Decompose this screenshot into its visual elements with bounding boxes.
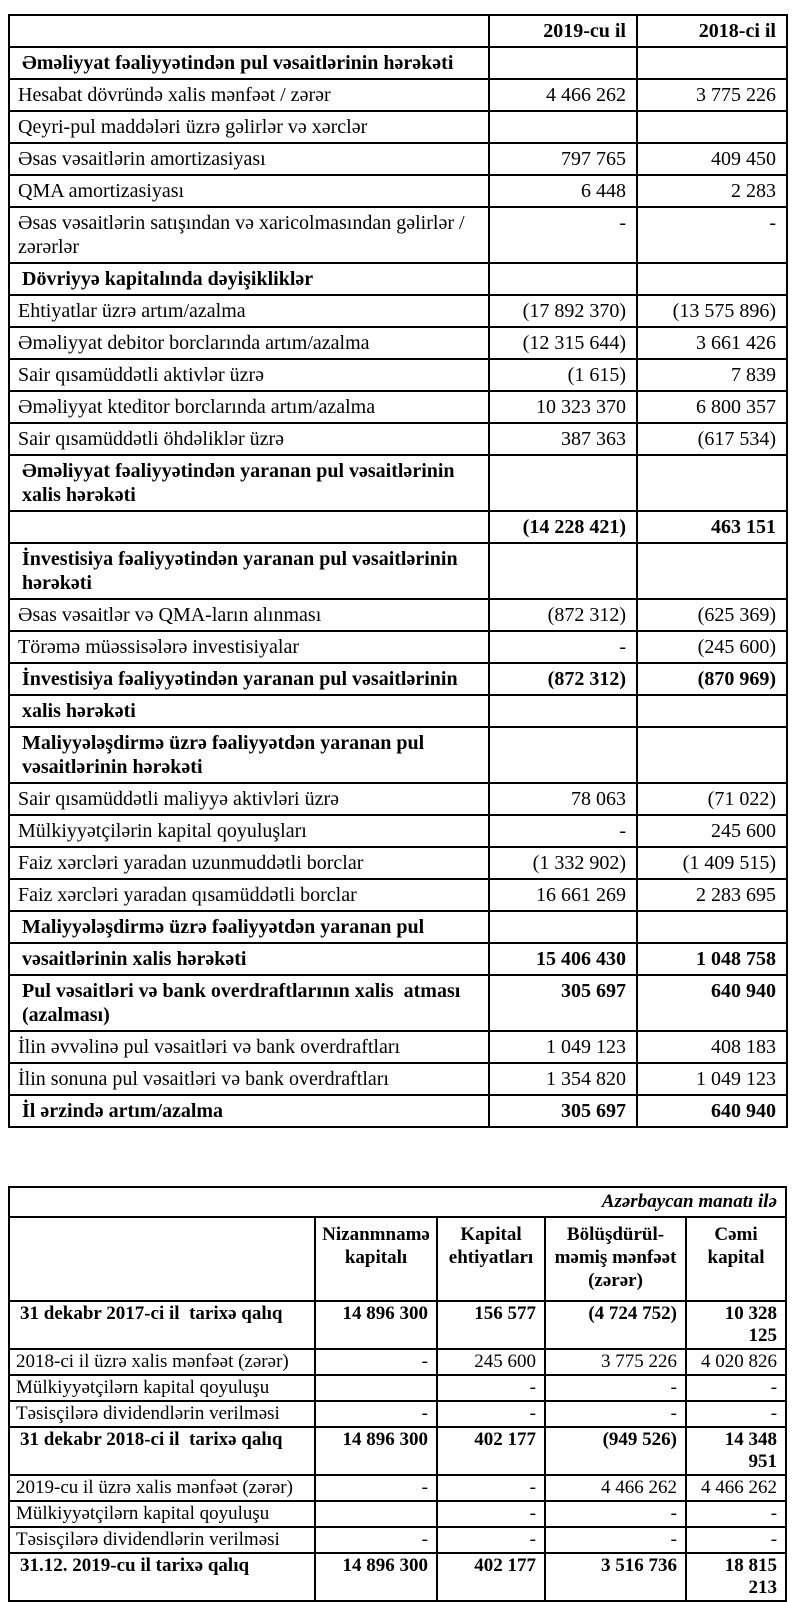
row-value: 3 516 736 xyxy=(545,1553,686,1601)
row-label: 31 dekabr 2017-ci il tarixə qalıq xyxy=(9,1301,315,1349)
row-value: 4 466 262 xyxy=(686,1475,786,1501)
table-row xyxy=(9,975,787,1031)
row-value: 4 020 826 xyxy=(686,1349,786,1375)
row-value: (617 534) xyxy=(637,423,787,455)
row-value: - xyxy=(686,1501,786,1527)
table-row xyxy=(9,175,787,207)
row-label: Sair qısamüddətli aktivlər üzrə xyxy=(9,359,489,391)
row-label: Mülkiyyətçilərin kapital qoyuluşları xyxy=(9,815,489,847)
currency-note: Azərbaycan manatı ilə xyxy=(9,1187,786,1217)
row-value: 2 283 695 xyxy=(637,879,787,911)
row-value: 14 896 300 xyxy=(315,1553,437,1601)
row-label: Maliyyələşdirmə üzrə fəaliyyətdən yaranan pul xyxy=(9,911,489,943)
row-value: (1 409 515) xyxy=(637,847,787,879)
table-row xyxy=(9,815,787,847)
row-label: İlin əvvəlinə pul vəsaitləri və bank overdraftları xyxy=(9,1031,489,1063)
row-label: Hesabat dövründə xalis mənfəət / zərər xyxy=(9,79,489,111)
row-label: Əməliyyat kteditor borclarında artım/azalma xyxy=(9,391,489,423)
row-value: - xyxy=(437,1527,545,1553)
row-value xyxy=(489,543,637,599)
row-label: Əməliyyat debitor borclarında artım/azalma xyxy=(9,327,489,359)
row-value xyxy=(637,263,787,295)
row-value: 463 151 xyxy=(637,511,787,543)
row-value: 1 049 123 xyxy=(489,1031,637,1063)
table-row xyxy=(9,1501,786,1527)
row-value: (14 228 421) xyxy=(489,511,637,543)
row-label: 31.12. 2019-cu il tarixə qalıq xyxy=(9,1553,315,1601)
row-label: Qeyri-pul maddələri üzrə gəlirlər və xərclər xyxy=(9,111,489,143)
row-value: (12 315 644) xyxy=(489,327,637,359)
table-row xyxy=(9,1349,786,1375)
row-value: (17 892 370) xyxy=(489,295,637,327)
table-row xyxy=(9,631,787,663)
row-value: 409 450 xyxy=(637,143,787,175)
row-value: 305 697 xyxy=(489,1095,637,1127)
table-row xyxy=(9,391,787,423)
row-label: xalis hərəkəti xyxy=(9,695,489,727)
row-label: Əsas vəsaitlərin satışından və xaricolmasından gəlirlər / zərərlər xyxy=(9,207,489,263)
row-value: (1 332 902) xyxy=(489,847,637,879)
cash-flow-header-2019: 2019-cu il xyxy=(489,15,637,47)
row-value xyxy=(489,911,637,943)
row-value: - xyxy=(686,1375,786,1401)
row-label: Pul vəsaitləri və bank overdraftlarının xalis atması (azalması) xyxy=(9,975,489,1031)
table-row xyxy=(9,207,787,263)
equity-header-charter-capital: Nizanmnamə kapitalı xyxy=(315,1217,437,1301)
equity-changes-table xyxy=(8,1186,787,1602)
row-value: 402 177 xyxy=(437,1553,545,1601)
row-value: - xyxy=(315,1349,437,1375)
row-value: 4 466 262 xyxy=(545,1475,686,1501)
table-row xyxy=(9,1553,786,1601)
row-value: (949 526) xyxy=(545,1427,686,1475)
row-value: (245 600) xyxy=(637,631,787,663)
row-value: - xyxy=(545,1375,686,1401)
row-value xyxy=(489,695,637,727)
cash-flow-header-empty xyxy=(9,15,489,47)
row-value: 6 800 357 xyxy=(637,391,787,423)
table-row xyxy=(9,1095,787,1127)
cash-flow-header-2018: 2018-ci il xyxy=(637,15,787,47)
cash-flow-table-body xyxy=(9,47,787,1127)
equity-table-body xyxy=(9,1187,786,1601)
row-label: Təsisçilərə dividendlərin verilməsi xyxy=(9,1527,315,1553)
table-row xyxy=(9,455,787,511)
row-value: 797 765 xyxy=(489,143,637,175)
row-value: - xyxy=(545,1401,686,1427)
row-value: (625 369) xyxy=(637,599,787,631)
table-row xyxy=(9,79,787,111)
row-value xyxy=(637,455,787,511)
row-label: Maliyyələşdirmə üzrə fəaliyyətdən yaranan pul vəsaitlərinin hərəkəti xyxy=(9,727,489,783)
row-label: Faiz xərcləri yaradan uzunmuddətli borclar xyxy=(9,847,489,879)
row-label: Ehtiyatlar üzrə artım/azalma xyxy=(9,295,489,327)
row-value: (872 312) xyxy=(489,599,637,631)
row-value: 2 283 xyxy=(637,175,787,207)
row-value: - xyxy=(545,1527,686,1553)
row-label: Dövriyyə kapitalında dəyişikliklər xyxy=(9,263,489,295)
table-row xyxy=(9,327,787,359)
row-value: 14 348 951 xyxy=(686,1427,786,1475)
row-value: - xyxy=(315,1475,437,1501)
table-row xyxy=(9,1427,786,1475)
table-row xyxy=(9,143,787,175)
row-value xyxy=(637,727,787,783)
table-row xyxy=(9,1527,786,1553)
row-value: 156 577 xyxy=(437,1301,545,1349)
row-value: (1 615) xyxy=(489,359,637,391)
row-value xyxy=(489,111,637,143)
row-value: 10 328 125 xyxy=(686,1301,786,1349)
row-value xyxy=(315,1375,437,1401)
row-value: - xyxy=(315,1527,437,1553)
row-label: 2018-ci il üzrə xalis mənfəət (zərər) xyxy=(9,1349,315,1375)
table-row xyxy=(9,543,787,599)
table-row xyxy=(9,695,787,727)
row-value: 387 363 xyxy=(489,423,637,455)
row-value xyxy=(315,1501,437,1527)
table-row xyxy=(9,943,787,975)
row-value: 14 896 300 xyxy=(315,1301,437,1349)
row-value: (870 969) xyxy=(637,663,787,695)
row-value: - xyxy=(489,815,637,847)
row-value: - xyxy=(686,1527,786,1553)
equity-header-capital-reserves: Kapital ehtiyatları xyxy=(437,1217,545,1301)
row-value xyxy=(637,111,787,143)
row-value xyxy=(637,47,787,79)
table-row xyxy=(9,879,787,911)
row-value: - xyxy=(437,1375,545,1401)
row-value: - xyxy=(437,1475,545,1501)
row-value: - xyxy=(437,1401,545,1427)
equity-header-total-capital: Cəmi kapital xyxy=(686,1217,786,1301)
row-label: Əməliyyat fəaliyyətindən yaranan pul vəsaitlərinin xalis hərəkəti xyxy=(9,455,489,511)
row-value: - xyxy=(545,1501,686,1527)
row-value xyxy=(637,911,787,943)
row-label: İlin sonuna pul vəsaitləri və bank overdraftları xyxy=(9,1063,489,1095)
row-value: 18 815 213 xyxy=(686,1553,786,1601)
table-row xyxy=(9,1301,786,1349)
row-value: (13 575 896) xyxy=(637,295,787,327)
row-value: 78 063 xyxy=(489,783,637,815)
row-label: QMA amortizasiyası xyxy=(9,175,489,207)
table-row xyxy=(9,111,787,143)
row-label: Əməliyyat fəaliyyətindən pul vəsaitlərinin hərəkəti xyxy=(9,47,489,79)
row-label: Sair qısamüddətli maliyyə aktivləri üzrə xyxy=(9,783,489,815)
table-row xyxy=(9,663,787,695)
row-value: 3 775 226 xyxy=(545,1349,686,1375)
equity-caption-row xyxy=(9,1187,786,1217)
row-value: (71 022) xyxy=(637,783,787,815)
row-label: 2019-cu il üzrə xalis mənfəət (zərər) xyxy=(9,1475,315,1501)
table-row xyxy=(9,295,787,327)
row-value: 6 448 xyxy=(489,175,637,207)
row-value: 1 049 123 xyxy=(637,1063,787,1095)
table-row xyxy=(9,47,787,79)
row-value xyxy=(637,543,787,599)
equity-header-row xyxy=(9,1217,786,1301)
table-row xyxy=(9,599,787,631)
row-value: 408 183 xyxy=(637,1031,787,1063)
row-value: 16 661 269 xyxy=(489,879,637,911)
table-row xyxy=(9,1375,786,1401)
row-value: 1 354 820 xyxy=(489,1063,637,1095)
row-label: Mülkiyyətçilərn kapital qoyuluşu xyxy=(9,1375,315,1401)
row-value: - xyxy=(637,207,787,263)
row-value: - xyxy=(437,1501,545,1527)
table-row xyxy=(9,359,787,391)
equity-header-retained-earnings: Bölüşdürül-məmiş mənfəət (zərər) xyxy=(545,1217,686,1301)
row-value xyxy=(489,727,637,783)
table-row xyxy=(9,727,787,783)
row-label: İl ərzində artım/azalma xyxy=(9,1095,489,1127)
row-value xyxy=(489,455,637,511)
row-value: (4 724 752) xyxy=(545,1301,686,1349)
row-value: 245 600 xyxy=(437,1349,545,1375)
table-row xyxy=(9,783,787,815)
table-row xyxy=(9,511,787,543)
table-row xyxy=(9,1475,786,1501)
row-value: 14 896 300 xyxy=(315,1427,437,1475)
table-row xyxy=(9,847,787,879)
row-value: 402 177 xyxy=(437,1427,545,1475)
row-label: İnvestisiya fəaliyyətindən yaranan pul vəsaitlərinin hərəkəti xyxy=(9,543,489,599)
row-label xyxy=(9,511,489,543)
table-row xyxy=(9,423,787,455)
row-value: (872 312) xyxy=(489,663,637,695)
row-label: Əsas vəsaitlərin amortizasiyası xyxy=(9,143,489,175)
row-label: Mülkiyyətçilərn kapital qoyuluşu xyxy=(9,1501,315,1527)
row-value: 15 406 430 xyxy=(489,943,637,975)
row-value: - xyxy=(315,1401,437,1427)
row-value: 245 600 xyxy=(637,815,787,847)
row-value: 640 940 xyxy=(637,1095,787,1127)
row-label: İnvestisiya fəaliyyətindən yaranan pul vəsaitlərinin xyxy=(9,663,489,695)
row-label: Sair qısamüddətli öhdəliklər üzrə xyxy=(9,423,489,455)
row-value: 640 940 xyxy=(637,975,787,1031)
row-label: Törəmə müəssisələrə investisiyalar xyxy=(9,631,489,663)
table-row xyxy=(9,1031,787,1063)
row-value xyxy=(637,695,787,727)
row-value: - xyxy=(489,207,637,263)
cash-flow-statement-table xyxy=(8,14,788,1128)
row-value: - xyxy=(686,1401,786,1427)
row-label: Əsas vəsaitlər və QMA-ların alınması xyxy=(9,599,489,631)
row-value: 3 661 426 xyxy=(637,327,787,359)
row-label: vəsaitlərinin xalis hərəkəti xyxy=(9,943,489,975)
row-label: 31 dekabr 2018-ci il tarixə qalıq xyxy=(9,1427,315,1475)
table-row xyxy=(9,1401,786,1427)
row-label: Təsisçilərə dividendlərin verilməsi xyxy=(9,1401,315,1427)
table-row xyxy=(9,911,787,943)
row-label: Faiz xərcləri yaradan qısamüddətli borclar xyxy=(9,879,489,911)
row-value: 3 775 226 xyxy=(637,79,787,111)
row-value xyxy=(489,47,637,79)
row-value xyxy=(489,263,637,295)
row-value: 1 048 758 xyxy=(637,943,787,975)
row-value: 305 697 xyxy=(489,975,637,1031)
row-value: 10 323 370 xyxy=(489,391,637,423)
row-value: - xyxy=(489,631,637,663)
row-value: 7 839 xyxy=(637,359,787,391)
equity-header-empty xyxy=(9,1217,315,1301)
cash-flow-header-row xyxy=(9,15,787,47)
table-row xyxy=(9,1063,787,1095)
row-value: 4 466 262 xyxy=(489,79,637,111)
table-row xyxy=(9,263,787,295)
